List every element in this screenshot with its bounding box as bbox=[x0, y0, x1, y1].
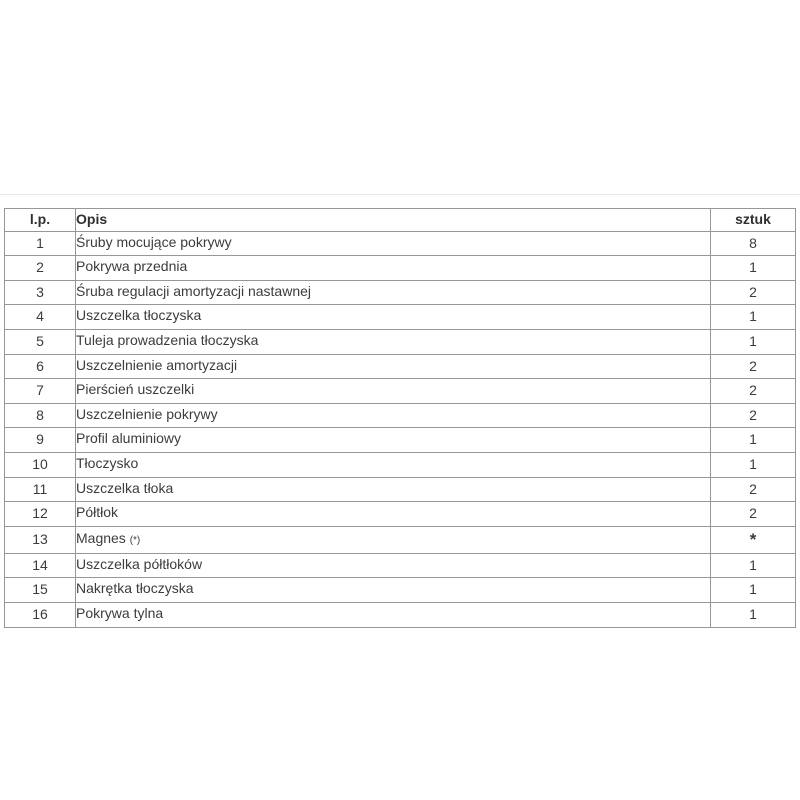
row-index: 12 bbox=[5, 502, 76, 527]
table-row bbox=[5, 578, 796, 603]
table-header bbox=[5, 209, 796, 232]
row-description: Nakrętka tłoczyska bbox=[76, 580, 194, 597]
table-row bbox=[5, 231, 796, 256]
row-quantity: 1 bbox=[711, 329, 796, 354]
row-description-cell bbox=[76, 428, 711, 453]
row-description: Pokrywa tylna bbox=[76, 604, 164, 621]
table-row bbox=[5, 502, 796, 527]
row-description: Uszczelka tłoka bbox=[76, 479, 174, 496]
row-description: Uszczelnienie pokrywy bbox=[76, 405, 218, 422]
table-row bbox=[5, 256, 796, 281]
row-description-cell bbox=[76, 403, 711, 428]
row-description-cell bbox=[76, 602, 711, 627]
row-quantity: 1 bbox=[711, 256, 796, 281]
row-index: 3 bbox=[5, 280, 76, 305]
header-index: l.p. bbox=[5, 209, 76, 232]
row-index: 4 bbox=[5, 305, 76, 330]
row-quantity: 2 bbox=[711, 280, 796, 305]
row-index: 1 bbox=[5, 231, 76, 256]
row-index: 5 bbox=[5, 329, 76, 354]
row-quantity: 2 bbox=[711, 477, 796, 502]
row-description: Tuleja prowadzenia tłoczyska bbox=[76, 331, 259, 348]
table-row bbox=[5, 553, 796, 578]
row-description: Tłoczysko bbox=[76, 454, 139, 471]
faint-divider bbox=[0, 194, 800, 195]
row-description: Uszczelka półtłoków bbox=[76, 555, 203, 572]
row-index: 15 bbox=[5, 578, 76, 603]
row-index: 10 bbox=[5, 452, 76, 477]
row-description: Magnes bbox=[76, 529, 130, 546]
row-description: Śruba regulacji amortyzacji nastawnej bbox=[76, 282, 311, 299]
row-quantity: 2 bbox=[711, 379, 796, 404]
row-index: 16 bbox=[5, 602, 76, 627]
row-index: 11 bbox=[5, 477, 76, 502]
table-row bbox=[5, 354, 796, 379]
row-quantity: 2 bbox=[711, 354, 796, 379]
row-description-cell bbox=[76, 578, 711, 603]
table-body bbox=[5, 231, 796, 627]
table-row bbox=[5, 305, 796, 330]
row-description-cell bbox=[76, 502, 711, 527]
row-index: 8 bbox=[5, 403, 76, 428]
row-description-cell bbox=[76, 477, 711, 502]
table-row bbox=[5, 403, 796, 428]
table-row bbox=[5, 280, 796, 305]
row-index: 13 bbox=[5, 526, 76, 553]
row-quantity: 1 bbox=[711, 305, 796, 330]
row-description: Profil aluminiowy bbox=[76, 430, 182, 447]
row-quantity: 1 bbox=[711, 428, 796, 453]
row-description-cell bbox=[76, 280, 711, 305]
row-description-cell bbox=[76, 305, 711, 330]
parts-table bbox=[4, 208, 796, 628]
row-description-cell bbox=[76, 329, 711, 354]
row-quantity: 2 bbox=[711, 403, 796, 428]
row-description-cell bbox=[76, 452, 711, 477]
row-index: 14 bbox=[5, 553, 76, 578]
row-note: (*) bbox=[129, 534, 141, 546]
row-index: 2 bbox=[5, 256, 76, 281]
table-row bbox=[5, 452, 796, 477]
row-quantity: 1 bbox=[711, 553, 796, 578]
row-description-cell bbox=[76, 256, 711, 281]
row-quantity: 1 bbox=[711, 452, 796, 477]
table-row bbox=[5, 526, 796, 553]
row-index: 6 bbox=[5, 354, 76, 379]
row-description: Pierścień uszczelki bbox=[76, 381, 195, 398]
table-row bbox=[5, 602, 796, 627]
row-description-cell bbox=[76, 553, 711, 578]
row-description-cell bbox=[76, 526, 711, 553]
table-row bbox=[5, 379, 796, 404]
row-description: Śruby mocujące pokrywy bbox=[76, 233, 232, 250]
table-row bbox=[5, 329, 796, 354]
row-description-cell bbox=[76, 231, 711, 256]
row-quantity: 1 bbox=[711, 578, 796, 603]
row-index: 7 bbox=[5, 379, 76, 404]
header-description: Opis bbox=[76, 209, 711, 232]
table-row bbox=[5, 428, 796, 453]
row-quantity: 2 bbox=[711, 502, 796, 527]
row-description-cell bbox=[76, 379, 711, 404]
row-quantity: * bbox=[711, 526, 796, 553]
row-quantity: 8 bbox=[711, 231, 796, 256]
row-description: Uszczelnienie amortyzacji bbox=[76, 356, 238, 373]
parts-table-container bbox=[4, 208, 796, 628]
row-quantity: 1 bbox=[711, 602, 796, 627]
row-index: 9 bbox=[5, 428, 76, 453]
row-description: Uszczelka tłoczyska bbox=[76, 307, 202, 324]
header-quantity: sztuk bbox=[711, 209, 796, 232]
table-row bbox=[5, 477, 796, 502]
row-description: Półtłok bbox=[76, 504, 119, 521]
header-row bbox=[5, 209, 796, 232]
row-description: Pokrywa przednia bbox=[76, 258, 188, 275]
row-description-cell bbox=[76, 354, 711, 379]
